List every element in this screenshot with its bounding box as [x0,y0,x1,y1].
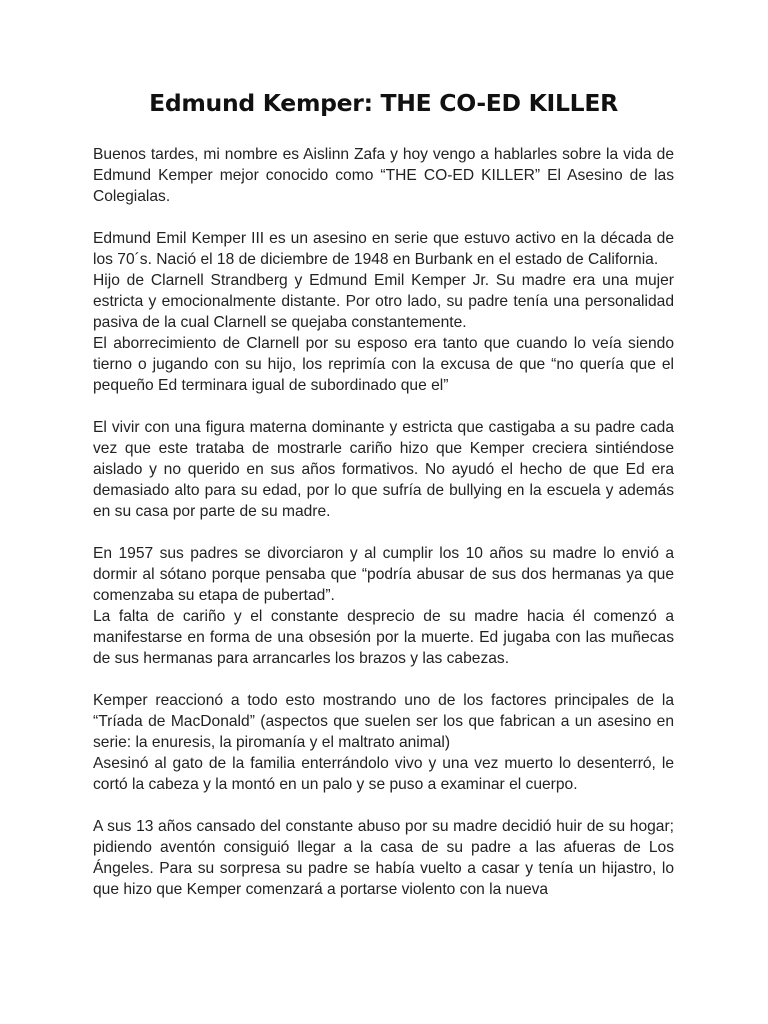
section-divorce [93,543,674,669]
section-escape [93,816,674,900]
paragraph: Edmund Emil Kemper III es un asesino en serie que estuvo activo en la década de los 70´s. Nació el 18 de diciembre de 1948 en Burbank en el estado de California. [93,230,674,268]
paragraph: La falta de cariño y el constante desprecio de su madre hacia él comenzó a manifestarse en forma de una obsesión por la muerte. Ed jugaba con las muñecas de sus hermanas para arrancarles los brazos y las cabezas. [93,608,674,667]
paragraph: En 1957 sus padres se divorciaron y al cumplir los 10 años su madre lo envió a dormir al sótano porque pensaba que “podría abusar de sus dos hermanas ya que comenzaba su etapa de pubertad”. [93,545,674,604]
section-intro [93,144,674,207]
paragraph: El aborrecimiento de Clarnell por su esposo era tanto que cuando lo veía siendo tierno o jugando con su hijo, los reprimía con la excusa de que “no quería que el pequeño Ed terminara igual de subordinado que el” [93,335,674,394]
paragraph: A sus 13 años cansado del constante abuso por su madre decidió huir de su hogar; pidiendo aventón consiguió llegar a la casa de su padre a las afueras de Los Ángeles. Para su sorpresa su padre se había vuelto a casar y tenía un hijastro, lo que hizo que Kemper comenzará a portarse violento con la nueva [93,818,674,898]
paragraph: El vivir con una figura materna dominante y estricta que castigaba a su padre cada vez que este trataba de mostrarle cariño hizo que Kemper creciera sintiéndose aislado y no querido en sus años formativos. No ayudó el hecho de que Ed era demasiado alto para su edad, por lo que sufría de bullying en la escuela y además en su casa por parte de su madre. [93,419,674,520]
paragraph: Hijo de Clarnell Strandberg y Edmund Emil Kemper Jr. Su madre era una mujer estricta y emocionalmente distante. Por otro lado, su padre tenía una personalidad pasiva de la cual Clarnell se quejaba constantemente. [93,272,674,331]
section-macdonald-triad [93,690,674,795]
paragraph: Buenos tardes, mi nombre es Aislinn Zafa y hoy vengo a hablarles sobre la vida de Edmund Kemper mejor conocido como “THE CO-ED KILLER” El Asesino de las Colegialas. [93,146,674,205]
section-childhood [93,417,674,522]
paragraph: Kemper reaccionó a todo esto mostrando uno de los factores principales de la “Tríada de MacDonald” (aspectos que suelen ser los que fabrican a un asesino en serie: la enuresis, la piromanía y el maltrato animal) [93,692,674,751]
document-title: Edmund Kemper: THE CO-ED KILLER [149,89,618,117]
paragraph: Asesinó al gato de la familia enterrándolo vivo y una vez muerto lo desenterró, le cortó la cabeza y la montó en un palo y se puso a examinar el cuerpo. [93,755,674,793]
section-origins [93,228,674,396]
